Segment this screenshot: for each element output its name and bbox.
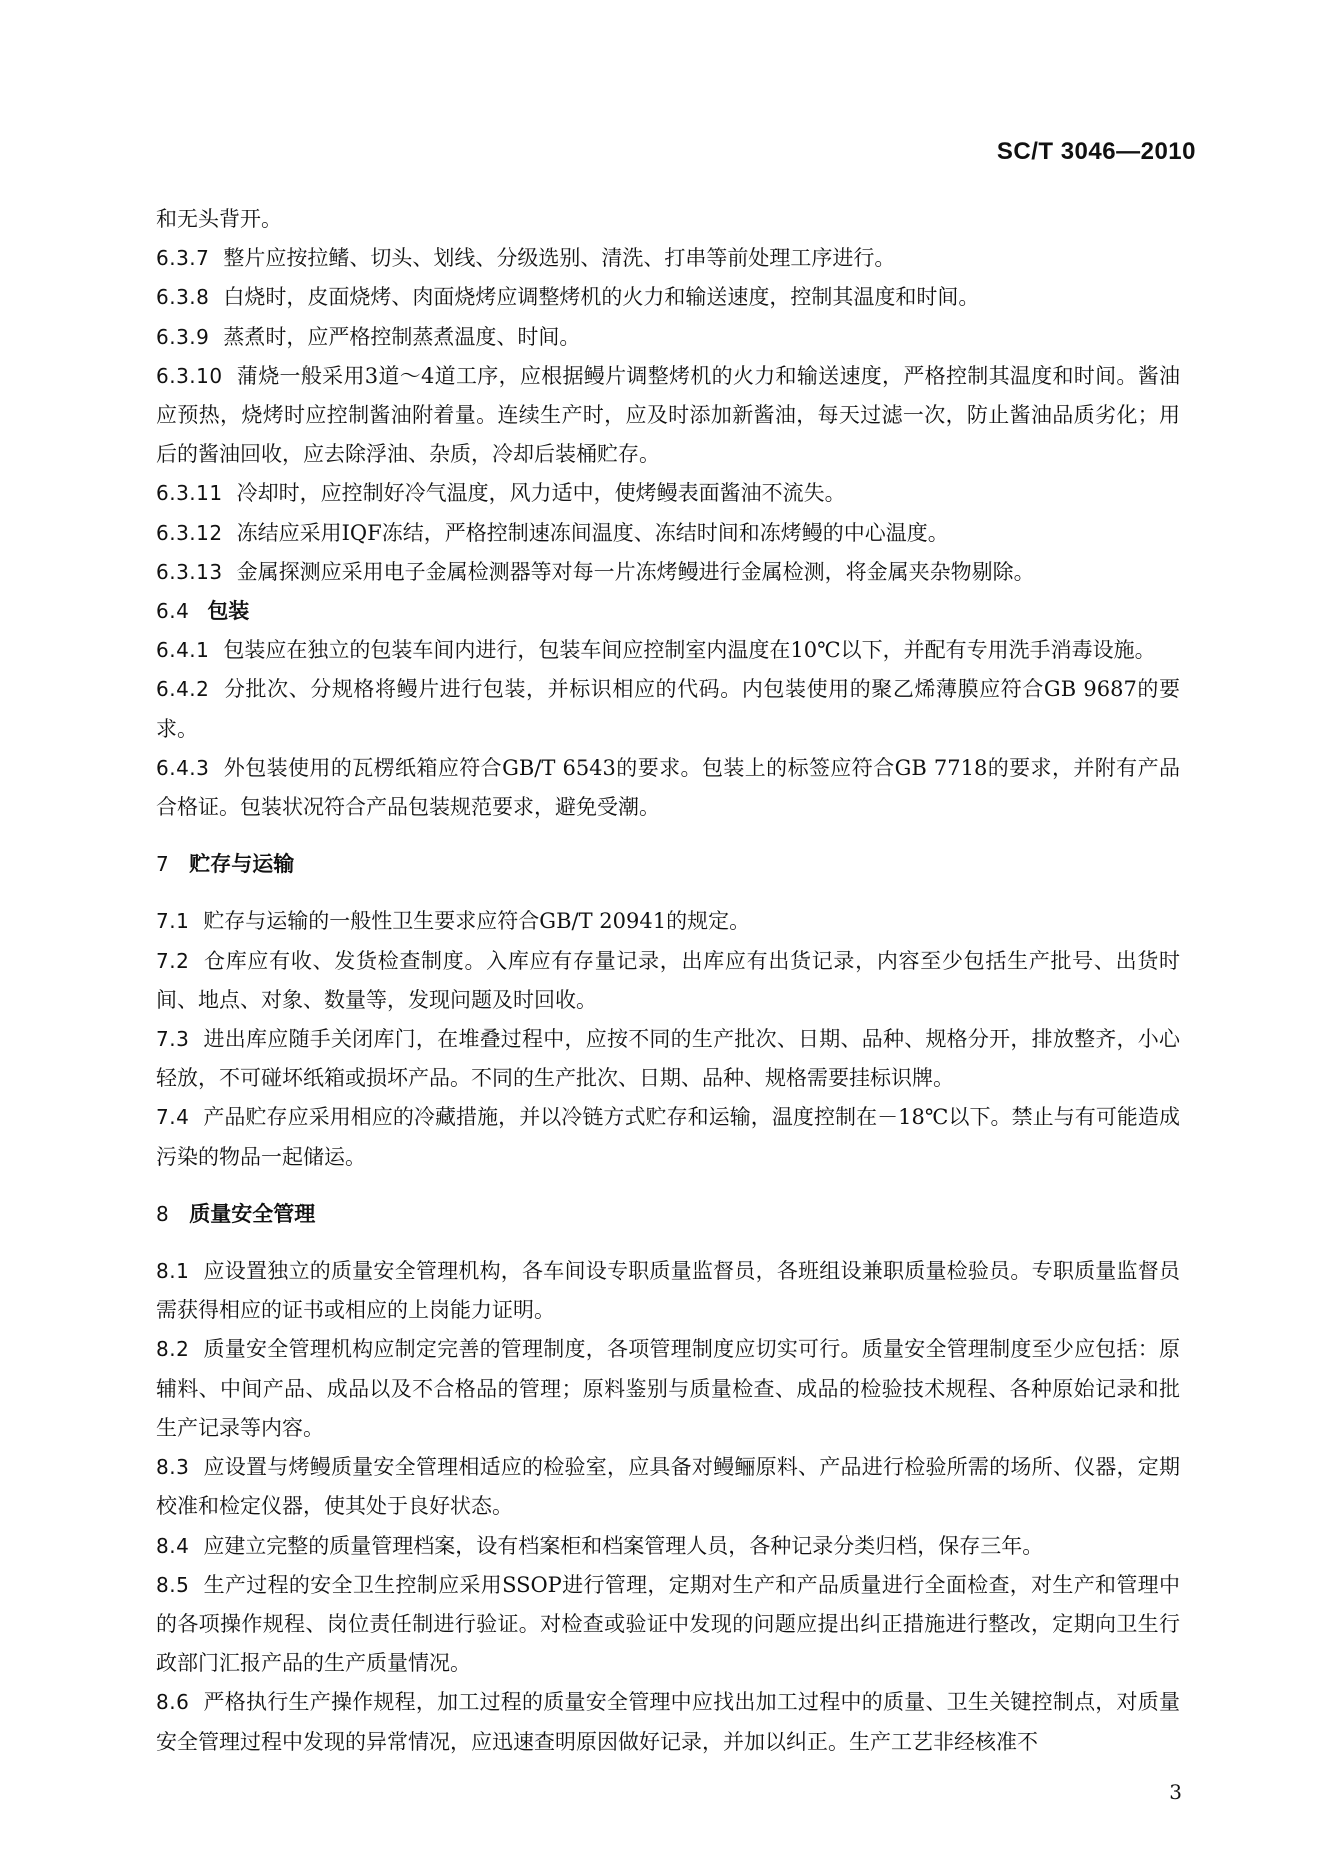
clause-6-4-2 xyxy=(156,670,1180,748)
clause-7-2 xyxy=(156,942,1180,1020)
clause-text: 进出库应随手关闭库门，在堆叠过程中，应按不同的生产批次、日期、品种、规格分开，排放整齐，小心轻放，不可碰坏纸箱或损坏产品。不同的生产批次、日期、品种、规格需要挂标识牌。 xyxy=(156,1027,1180,1091)
clause-number: 8.4 xyxy=(156,1533,190,1558)
clause-8-5 xyxy=(156,1566,1180,1684)
clause-number: 7.3 xyxy=(156,1027,190,1052)
clause-number: 8.6 xyxy=(156,1690,190,1715)
clause-text: 贮存与运输的一般性卫生要求应符合GB/T 20941的规定。 xyxy=(203,909,751,934)
clause-number: 7.1 xyxy=(156,909,190,934)
clause-number: 6.4.2 xyxy=(156,677,210,702)
clause-8-3 xyxy=(156,1448,1180,1526)
clause-7-1 xyxy=(156,902,1180,941)
clause-6-3-10 xyxy=(156,357,1180,475)
clause-number: 8.2 xyxy=(156,1337,190,1362)
clause-6-4-1 xyxy=(156,631,1180,670)
subsection-heading-6-4 xyxy=(156,592,1180,631)
heading-number: 7 xyxy=(156,852,170,877)
clause-number: 6.3.12 xyxy=(156,520,223,545)
clause-text: 质量安全管理机构应制定完善的管理制度，各项管理制度应切实可行。质量安全管理制度至少应包括：原辅料、中间产品、成品以及不合格品的管理；原料鉴别与质量检查、成品的检验技术规程、各种原始记录和批生产记录等内容。 xyxy=(156,1337,1180,1440)
clause-text: 外包装使用的瓦楞纸箱应符合GB/T 6543的要求。包装上的标签应符合GB 7718的要求，并附有产品合格证。包装状况符合产品包装规范要求，避免受潮。 xyxy=(156,755,1180,820)
heading-title: 包装 xyxy=(207,599,250,624)
clause-6-4-3 xyxy=(156,749,1180,827)
clause-number: 7.4 xyxy=(156,1105,190,1130)
clause-text: 蒲烧一般采用3道～4道工序，应根据鳗片调整烤机的火力和输送速度，严格控制其温度和时间。酱油应预热，烧烤时应控制酱油附着量。连续生产时，应及时添加新酱油，每天过滤一次，防止酱油品质劣化；用后的酱油回收，应去除浮油、杂质，冷却后装桶贮存。 xyxy=(156,363,1180,467)
clause-number: 8.3 xyxy=(156,1455,190,1480)
clause-number: 6.4.3 xyxy=(156,755,210,780)
clause-8-1 xyxy=(156,1252,1180,1330)
clause-text: 应建立完整的质量管理档案，设有档案柜和档案管理人员，各种记录分类归档，保存三年。 xyxy=(203,1533,1044,1558)
clause-8-6 xyxy=(156,1683,1180,1761)
clause-number: 6.4.1 xyxy=(156,638,210,663)
clause-6-3-7 xyxy=(156,239,1180,278)
document-body xyxy=(156,200,1180,1762)
clause-6-3-8 xyxy=(156,278,1180,317)
clause-text: 产品贮存应采用相应的冷藏措施，并以冷链方式贮存和运输，温度控制在－18℃以下。禁止与有可能造成污染的物品一起储运。 xyxy=(156,1105,1180,1169)
clause-8-2 xyxy=(156,1330,1180,1448)
clause-6-3-13 xyxy=(156,553,1180,592)
clause-text: 生产过程的安全卫生控制应采用SSOP进行管理，定期对生产和产品质量进行全面检查，对生产和管理中的各项操作规程、岗位责任制进行验证。对检查或验证中发现的问题应提出纠正措施进行整改，定期向卫生行政部门汇报产品的生产质量情况。 xyxy=(156,1572,1180,1676)
clause-number: 6.3.11 xyxy=(156,481,223,506)
clause-text: 冷却时，应控制好冷气温度，风力适中，使烤鳗表面酱油不流失。 xyxy=(236,481,846,506)
clause-6-3-9 xyxy=(156,318,1180,357)
clause-text: 分批次、分规格将鳗片进行包装，并标识相应的代码。内包装使用的聚乙烯薄膜应符合GB 9687的要求。 xyxy=(156,677,1180,741)
clause-text: 冻结应采用IQF冻结，严格控制速冻间温度、冻结时间和冻烤鳗的中心温度。 xyxy=(236,520,949,545)
clause-7-3 xyxy=(156,1020,1180,1098)
section-heading-8 xyxy=(156,1195,1180,1234)
clause-number: 8.5 xyxy=(156,1572,190,1597)
clause-text: 严格执行生产操作规程，加工过程的质量安全管理中应找出加工过程中的质量、卫生关键控制点，对质量安全管理过程中发现的异常情况，应迅速查明原因做好记录，并加以纠正。生产工艺非经核准不 xyxy=(156,1690,1180,1754)
clause-text: 蒸煮时，应严格控制蒸煮温度、时间。 xyxy=(223,324,581,349)
clause-text: 金属探测应采用电子金属检测器等对每一片冻烤鳗进行金属检测，将金属夹杂物剔除。 xyxy=(236,559,1035,584)
clause-text: 应设置独立的质量安全管理机构，各车间设专职质量监督员，各班组设兼职质量检验员。专职质量监督员需获得相应的证书或相应的上岗能力证明。 xyxy=(156,1259,1180,1323)
heading-number: 8 xyxy=(156,1201,170,1226)
clause-text: 包装应在独立的包装车间内进行，包装车间应控制室内温度在10℃以下，并配有专用洗手消毒设施。 xyxy=(223,638,1156,663)
clause-6-3-11 xyxy=(156,474,1180,513)
clause-number: 6.3.7 xyxy=(156,246,210,271)
clause-text: 整片应按拉鳍、切头、划线、分级选别、清洗、打串等前处理工序进行。 xyxy=(223,246,896,271)
page-number: 3 xyxy=(1169,1780,1182,1804)
clause-number: 7.2 xyxy=(156,948,190,973)
clause-number: 6.3.13 xyxy=(156,559,223,584)
clause-text: 白烧时，皮面烧烤、肉面烧烤应调整烤机的火力和输送速度，控制其温度和时间。 xyxy=(223,285,980,310)
clause-number: 6.3.9 xyxy=(156,324,210,349)
heading-number: 6.4 xyxy=(156,599,190,624)
clause-number: 6.3.8 xyxy=(156,285,210,310)
standard-code: SC/T 3046—2010 xyxy=(996,138,1196,165)
clause-7-4 xyxy=(156,1098,1180,1176)
clause-6-3-12 xyxy=(156,514,1180,553)
clause-text: 应设置与烤鳗质量安全管理相适应的检验室，应具备对鳗鲡原料、产品进行检验所需的场所、仪器，定期校准和检定仪器，使其处于良好状态。 xyxy=(156,1455,1180,1519)
clause-number: 6.3.10 xyxy=(156,363,223,388)
clause-8-4 xyxy=(156,1527,1180,1566)
heading-title: 质量安全管理 xyxy=(189,1201,316,1226)
clause-number: 8.1 xyxy=(156,1259,190,1284)
heading-title: 贮存与运输 xyxy=(189,852,295,877)
clause-text: 仓库应有收、发货检查制度。入库应有存量记录，出库应有出货记录，内容至少包括生产批号、出货时间、地点、对象、数量等，发现问题及时回收。 xyxy=(156,948,1180,1012)
section-heading-7 xyxy=(156,845,1180,884)
continued-text: 和无头背开。 xyxy=(156,207,282,231)
